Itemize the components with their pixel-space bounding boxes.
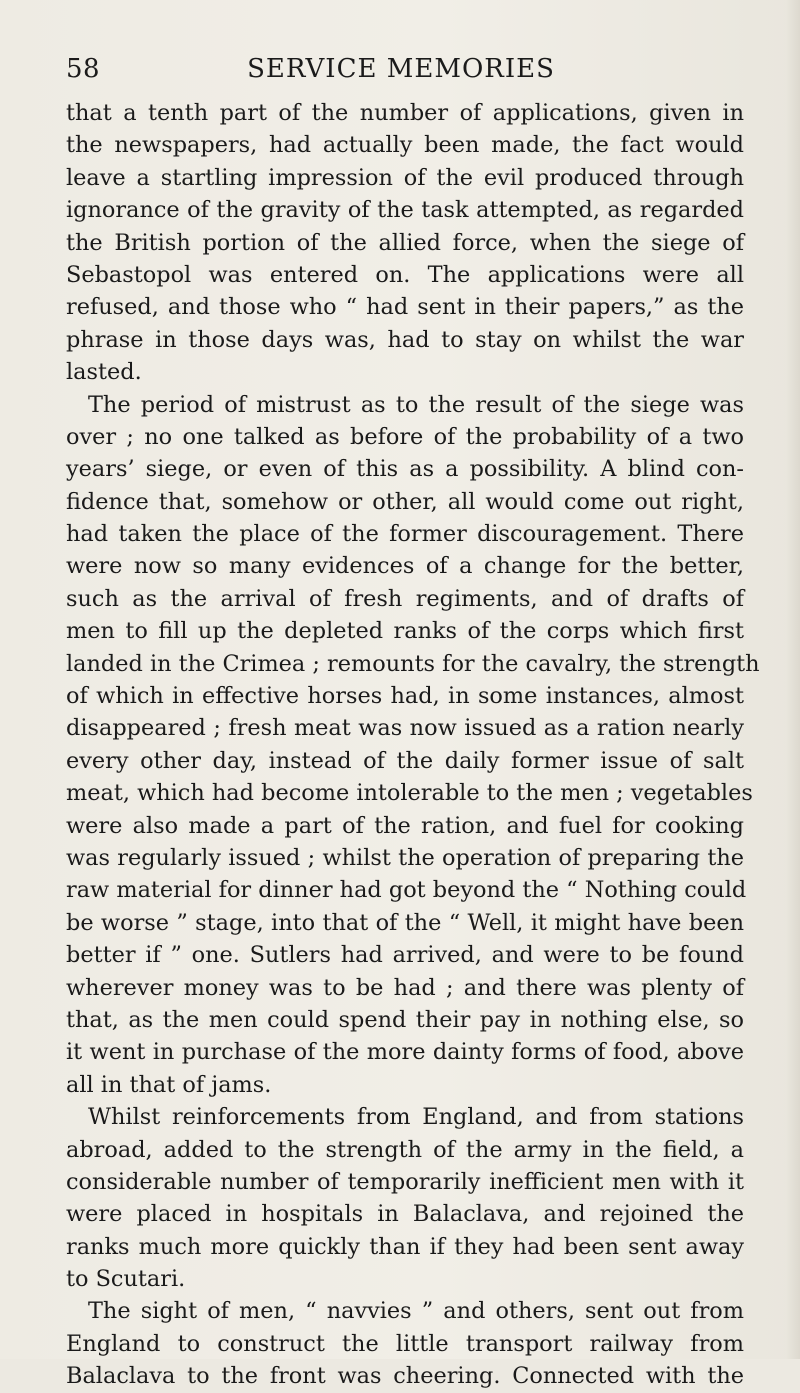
text-line: disappeared ; fresh meat was now issued as a ration nearly xyxy=(66,715,744,742)
text-line: were placed in hospitals in Balaclava, and rejoined the xyxy=(66,1201,744,1228)
text-line: wherever money was to be had ; and there was plenty of xyxy=(66,974,744,1001)
page-number: 58 xyxy=(66,54,101,84)
text-line: Sebastopol was entered on. The applications were all xyxy=(66,261,744,288)
text-line: Balaclava to the front was cheering. Connected with the xyxy=(66,1363,744,1390)
text-line: abroad, added to the strength of the army in the field, a xyxy=(66,1136,744,1163)
text-line: every other day, instead of the daily former issue of salt xyxy=(66,747,744,774)
text-line: The sight of men, “ navvies ” and others, sent out from xyxy=(88,1298,744,1325)
text-line: were also made a part of the ration, and fuel for cooking xyxy=(66,812,744,839)
running-title: SERVICE MEMORIES xyxy=(247,54,555,84)
text-line: that a tenth part of the number of applications, given in xyxy=(66,100,744,126)
text-line: be worse ” stage, into that of the “ Well, it might have been xyxy=(66,909,744,936)
body-text xyxy=(66,97,760,1393)
text-line: the newspapers, had actually been made, the fact would xyxy=(66,132,744,159)
text-line: The period of mistrust as to the result of the siege was xyxy=(88,391,744,418)
text-line: years’ siege, or even of this as a possibility. A blind con- xyxy=(66,456,744,483)
text-line: considerable number of temporarily inefficient men with it xyxy=(66,1168,744,1195)
text-line: to Scutari. xyxy=(66,1266,186,1293)
text-line: fidence that, somehow or other, all would come out right, xyxy=(66,488,744,515)
text-line: England to construct the little transport railway from xyxy=(66,1330,744,1357)
text-line: men to fill up the depleted ranks of the corps which first xyxy=(66,618,744,645)
text-line: over ; no one talked as before of the probability of a two xyxy=(66,423,744,450)
text-line: were now so many evidences of a change for the better, xyxy=(66,553,744,580)
page-edge-shadow xyxy=(786,0,800,1359)
text-line: lasted. xyxy=(66,359,142,386)
text-line: Whilst reinforcements from England, and from stations xyxy=(88,1104,744,1131)
text-line: ignorance of the gravity of the task attempted, as regarded xyxy=(66,197,744,224)
text-line: all in that of jams. xyxy=(66,1071,272,1098)
text-line: landed in the Crimea ; remounts for the cavalry, the strength xyxy=(66,650,760,677)
text-line: phrase in those days was, had to stay on whilst the war xyxy=(66,326,744,353)
text-line: ranks much more quickly than if they had been sent away xyxy=(66,1233,744,1260)
text-line: leave a startling impression of the evil produced through xyxy=(66,164,744,191)
text-line: meat, which had become intolerable to the men ; vegetables xyxy=(66,780,753,807)
text-line: that, as the men could spend their pay in nothing else, so xyxy=(66,1006,744,1033)
text-line: refused, and those who “ had sent in their papers,” as the xyxy=(66,294,744,321)
page-header xyxy=(66,54,736,94)
text-line: better if ” one. Sutlers had arrived, and were to be found xyxy=(66,942,744,969)
text-line: it went in purchase of the more dainty forms of food, above xyxy=(66,1039,744,1066)
text-line: raw material for dinner had got beyond the “ Nothing could xyxy=(66,877,747,904)
text-line: of which in effective horses had, in some instances, almost xyxy=(66,683,744,710)
text-line: was regularly issued ; whilst the operation of preparing the xyxy=(66,844,744,871)
text-line: the British portion of the allied force, when the siege of xyxy=(66,229,744,256)
text-line: had taken the place of the former discouragement. There xyxy=(66,521,744,548)
text-line: such as the arrival of fresh regiments, and of drafts of xyxy=(66,585,744,612)
